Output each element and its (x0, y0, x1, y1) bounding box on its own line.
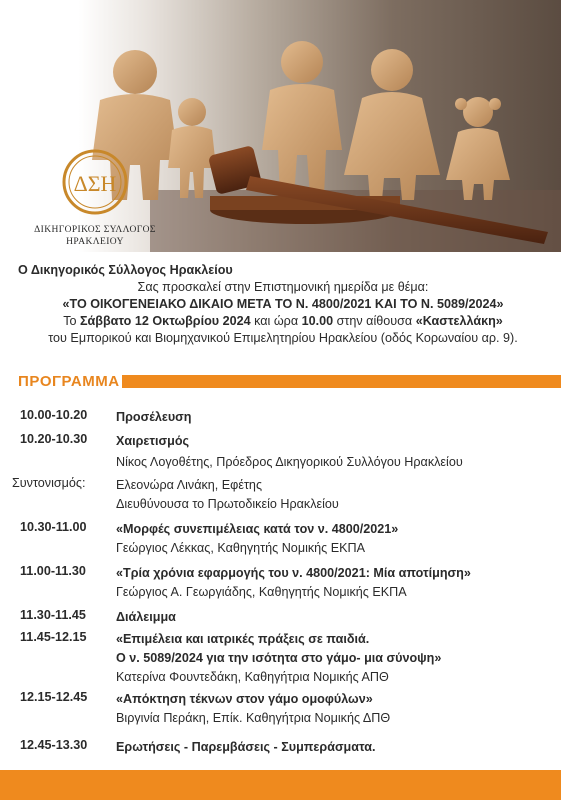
schedule-speaker: Νίκος Λογοθέτης, Πρόεδρος Δικηγορικού Συλλόγου Ηρακλείου (116, 455, 463, 469)
schedule-time: 11.00-11.30 (20, 564, 86, 578)
organization-logo-block (20, 148, 170, 248)
schedule-title: «Μορφές συνεπιμέλειας κατά τον ν. 4800/2021» (116, 522, 399, 536)
organization-name-line2: ΗΡΑΚΛΕΙΟΥ (66, 237, 124, 247)
schedule-time: 12.45-13.30 (20, 738, 88, 752)
schedule-speaker: Γεώργιος Α. Γεωργιάδης, Καθηγητής Νομικής ΕΚΠΑ (116, 585, 407, 599)
schedule-time: 12.15-12.45 (20, 690, 88, 704)
venue-line: του Εμπορικού και Βιομηχανικού Επιμελητηρίου Ηρακλείου (οδός Κορωναίου αρ. 9). (48, 331, 518, 345)
schedule-title: Ερωτήσεις - Παρεμβάσεις - Συμπεράσματα. (116, 740, 376, 754)
host-line: Ο Δικηγορικός Σύλλογος Ηρακλείου (18, 263, 233, 277)
schedule-title: «Τρία χρόνια εφαρμογής του ν. 4800/2021: Μία αποτίμηση» (116, 566, 471, 580)
logo-monogram: ΔΣΗ (73, 171, 117, 196)
schedule-title: «Απόκτηση τέκνων στον γάμο ομοφύλων» (116, 692, 373, 706)
schedule-title: Χαιρετισμός (116, 434, 190, 448)
topic-line: «ΤΟ ΟΙΚΟΓΕΝΕΙΑΚΟ ΔΙΚΑΙΟ ΜΕΤΑ ΤΟ Ν. 4800/2021 ΚΑΙ ΤΟ Ν. 5089/2024» (62, 297, 504, 311)
schedule-speaker: Κατερίνα Φουντεδάκη, Καθηγήτρια Νομικής ΑΠΘ (116, 670, 389, 684)
schedule-time: 10.00-10.20 (20, 408, 88, 422)
bar-association-seal-icon (61, 148, 129, 216)
schedule-time: 10.20-10.30 (20, 432, 88, 446)
program-heading-bar (0, 372, 561, 392)
schedule-speaker: Ελεονώρα Λινάκη, Εφέτης (116, 478, 263, 492)
invite-line: Σας προσκαλεί στην Επιστημονική ημερίδα με θέμα: (137, 280, 429, 294)
schedule-title-continued: Ο ν. 5089/2024 για την ισότητα στο γάμο- μια σύνοψη» (116, 651, 442, 665)
schedule-speaker: Γεώργιος Λέκκας, Καθηγητής Νομικής ΕΚΠΑ (116, 541, 366, 555)
schedule-time: 11.45-12.15 (20, 630, 87, 644)
schedule-time: 11.30-11.45 (20, 608, 86, 622)
schedule-title: «Επιμέλεια και ιατρικές πράξεις σε παιδιά. (116, 632, 370, 646)
bottom-accent-bar (0, 770, 561, 800)
program-heading-rule (122, 375, 561, 388)
schedule-title: Διάλειμμα (116, 610, 176, 624)
schedule-title: Προσέλευση (116, 410, 192, 424)
program-heading: ΠΡΟΓΡΑΜΜΑ (18, 373, 120, 390)
schedule-speaker: Διευθύνουσα το Πρωτοδικείο Ηρακλείου (116, 497, 339, 511)
organization-name-line1: ΔΙΚΗΓΟΡΙΚΟΣ ΣΥΛΛΟΓΟΣ (34, 225, 156, 235)
invitation-intro (18, 262, 548, 347)
moderator-label: Συντονισμός: (12, 476, 86, 490)
date-line: Το Σάββατο 12 Οκτωβρίου 2024 και ώρα 10.00 στην αίθουσα «Καστελλάκη» (63, 314, 503, 328)
schedule-speaker: Βιργινία Περάκη, Επίκ. Καθηγήτρια Νομικής ΔΠΘ (116, 711, 391, 725)
schedule-time: 10.30-11.00 (20, 520, 87, 534)
